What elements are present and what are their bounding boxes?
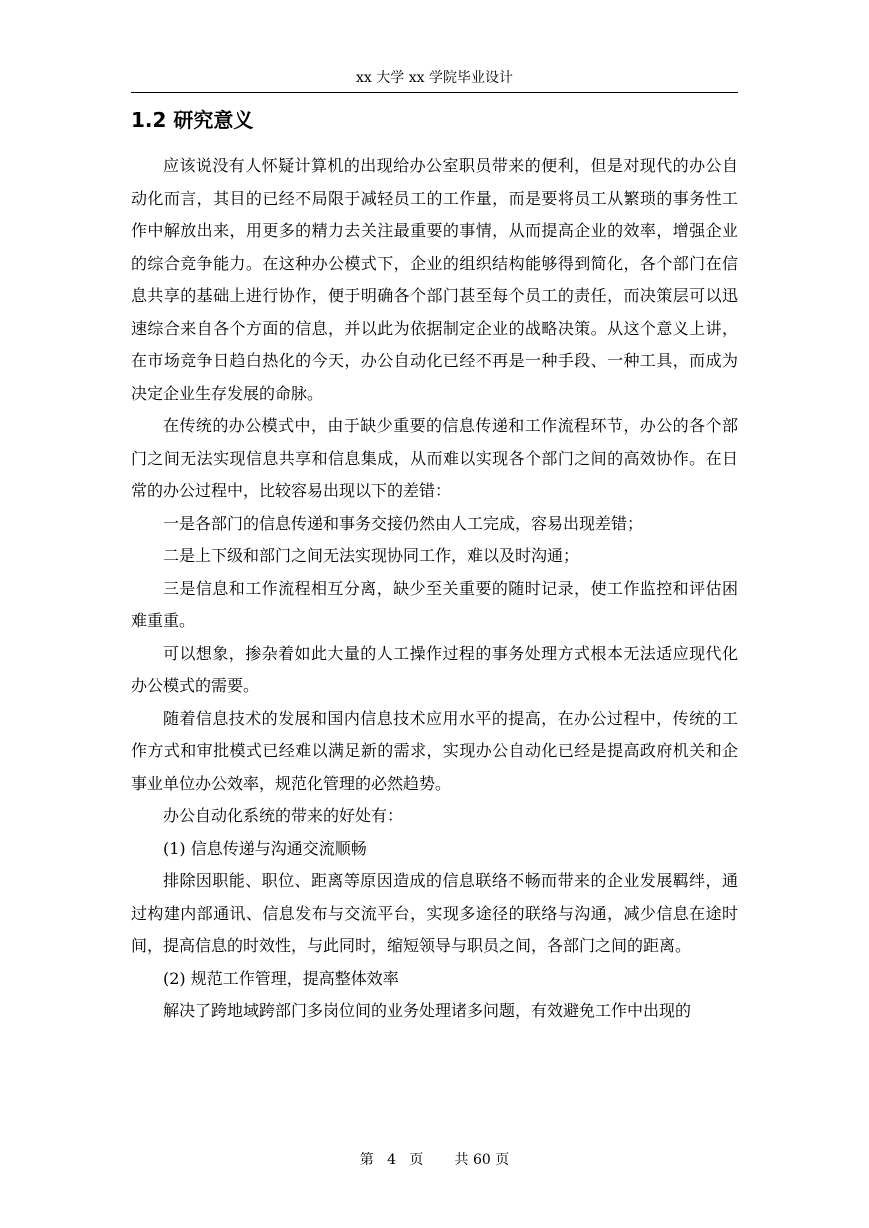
section-heading: 1.2 研究意义 xyxy=(131,108,254,132)
page-header-title: xx 大学 xx 学院毕业设计 xyxy=(356,70,513,86)
paragraph-benefit-2-detail: 解决了跨地域跨部门多岗位间的业务处理诸多问题，有效避免工作中出现的 xyxy=(163,1001,692,1020)
list-item-benefit-2: (2) 规范工作管理，提高整体效率 xyxy=(163,968,399,988)
paragraph-benefit-1-detail: 排除因职能、职位、距离等原因造成的信息联络不畅而带来的企业发展羁绊，通过构建内部通讯、信息发布与交流平台，实现多途径的联络与沟通，减少信息在途时间，提高信息的时效性，与此同时，缩短领导与职员之间，各部门之间的距离。 xyxy=(131,871,738,955)
paragraph-benefits-intro: 办公自动化系统的带来的好处有： xyxy=(163,806,404,825)
paragraph-problem-3: 三是信息和工作流程相互分离，缺少至关重要的随时记录，使工作监控和评估困难重重。 xyxy=(131,578,738,630)
paragraph-significance-intro: 应该说没有人怀疑计算机的出现给办公室职员带来的便利，但是对现代的办公自动化而言，其目的已经不局限于减轻员工的工作量，而是要将员工从繁琐的事务性工作中解放出来，用更多的精力去关注最重要的事情，从而提高企业的效率，增强企业的综合竞争能力。在这种办公模式下，企业的组织结构能够得到简化，各个部门在信息共享的基础上进行协作，便于明确各个部门甚至每个员工的责任，而决策层可以迅速综合来自各个方面的信息，并以此为依据制定企业的战略决策。从这个意义上讲，在市场竞争日趋白热化的今天，办公自动化已经不再是一种手段、一种工具，而成为决定企业生存发展的命脉。 xyxy=(131,156,738,403)
paragraph-problem-2: 二是上下级和部门之间无法实现协同工作，难以及时沟通； xyxy=(163,546,580,565)
paragraph-trend: 随着信息技术的发展和国内信息技术应用水平的提高，在办公过程中，传统的工作方式和审批模式已经难以满足新的需求，实现办公自动化已经是提高政府机关和企事业单位办公效率，规范化管理的必然趋势。 xyxy=(131,708,738,793)
list-item-benefit-1: (1) 信息传递与沟通交流顺畅 xyxy=(163,838,367,858)
paragraph-traditional-mode: 在传统的办公模式中，由于缺少重要的信息传递和工作流程环节，办公的各个部门之间无法实现信息共享和信息集成，从而难以实现各个部门之间的高效协作。在日常的办公过程中，比较容易出现以下的差错： xyxy=(131,416,738,500)
document-body xyxy=(131,150,738,1028)
header-divider xyxy=(131,92,738,93)
page-footer-number: 第 4 页 共 60 页 xyxy=(359,1152,510,1168)
paragraph-imagine: 可以想象，掺杂着如此大量的人工操作过程的事务处理方式根本无法适应现代化办公模式的需要。 xyxy=(131,643,738,695)
paragraph-problem-1: 一是各部门的信息传递和事务交接仍然由人工完成，容易出现差错； xyxy=(163,513,644,533)
